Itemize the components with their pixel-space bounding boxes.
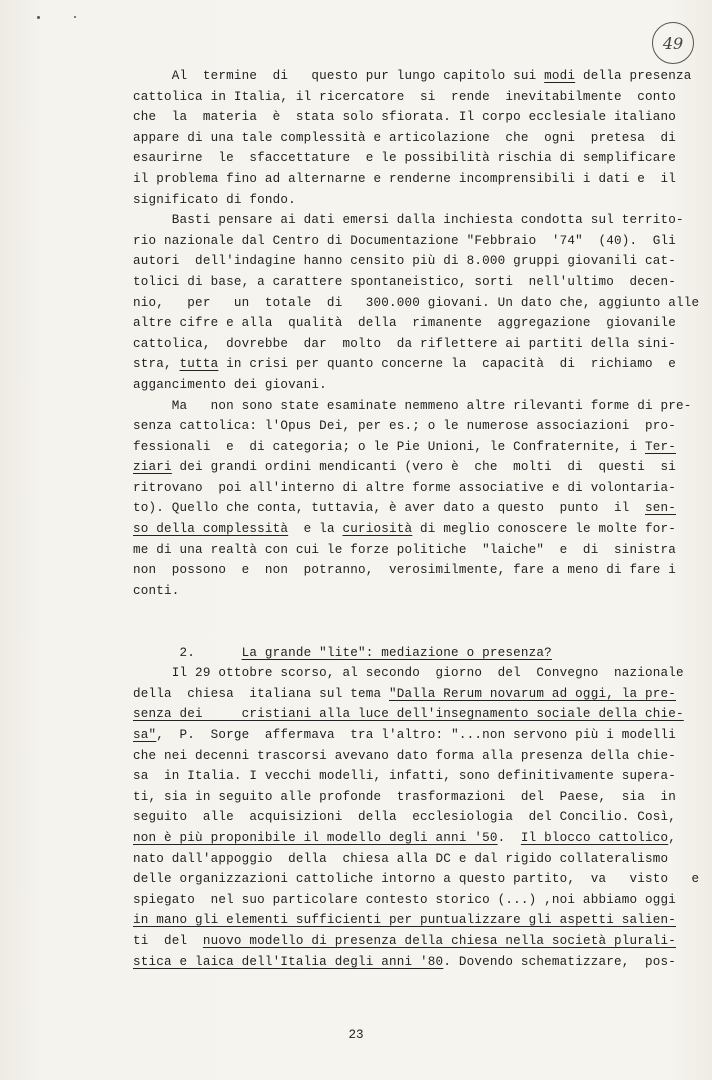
text-line: ritrovano poi all'interno di altre forme associative e di volontaria- [133, 480, 677, 495]
text-line: ti, sia in seguito alle profonde trasformazioni del Paese, sia in [133, 789, 677, 804]
text-line: che la materia è stata solo sfiorata. Il corpo ecclesiale italiano [133, 110, 677, 125]
text-line: stica e laica dell'Italia degli anni '80. Dovendo schematizzare, pos- [133, 954, 677, 969]
text-line: non è più proponibile il modello degli anni '50. Il blocco cattolico, [133, 830, 677, 845]
text-line: nato dall'appoggio della chiesa alla DC e dal rigido collateralismo [133, 851, 669, 866]
text-line: esaurirne le sfaccettature e le possibilità rischia di semplificare [133, 151, 677, 166]
text-line: in mano gli elementi sufficienti per puntualizzare gli aspetti salien- [133, 913, 677, 928]
paragraph-1 [133, 66, 692, 210]
text-line: Il 29 ottobre scorso, al secondo giorno del Convegno nazionale [133, 666, 684, 681]
text-line: della chiesa italiana sul tema "Dalla Rerum novarum ad oggi, la pre- [133, 686, 677, 701]
text-line: sa", P. Sorge affermava tra l'altro: "...non servono più i modelli [133, 728, 677, 742]
text-line: ti del nuovo modello di presenza della chiesa nella società plurali- [133, 933, 677, 948]
text-line: cattolica in Italia, il ricercatore si rende inevitabilmente conto [133, 89, 677, 104]
text-line: tolici di base, a carattere spontaneistico, sorti nell'ultimo decen- [133, 274, 677, 289]
scan-speck [74, 16, 76, 18]
text-line: me di una realtà con cui le forze politiche "laiche" e di sinistra [133, 542, 677, 557]
paragraph-4 [133, 663, 700, 972]
text-line: aggancimento dei giovani. [133, 377, 327, 392]
text-line: nio, per un totale di 300.000 giovani. Un dato che, aggiunto alle [133, 295, 700, 310]
text-line: rio nazionale dal Centro di Documentazione "Febbraio '74" (40). Gli [133, 233, 677, 248]
text-line: senza cattolica: l'Opus Dei, per es.; o le numerose associazioni pro- [133, 419, 677, 434]
text-line: so della complessità e la curiosità di meglio conoscere le molte for- [133, 522, 677, 537]
text-line: non possono e non potranno, verosimilmente, fare a meno di fare i [133, 563, 677, 578]
text-line: delle organizzazioni cattoliche intorno a questo partito, va visto e [133, 872, 700, 887]
text-line: spiegato nel suo particolare contesto storico (...) ,noi abbiamo oggi [133, 892, 677, 907]
text-line: che nei decenni trascorsi avevano dato forma alla presenza della chie- [133, 748, 677, 763]
text-line: stra, tutta in crisi per quanto concerne la capacità di richiamo e [133, 357, 677, 372]
paragraph-2 [133, 210, 700, 395]
text-line: senza dei cristiani alla luce dell'insegnamento sociale della chie- [133, 707, 684, 722]
text-line: significato di fondo. [133, 192, 296, 207]
page-number: 23 [348, 1028, 364, 1042]
text-line: seguito alle acquisizioni della ecclesiologia del Concilio. Così, [133, 810, 677, 825]
text-line: fessionali e di categoria; o le Pie Unioni, le Confraternite, i Ter- [133, 439, 677, 454]
text-line: Basti pensare ai dati emersi dalla inchiesta condotta sul territo- [133, 213, 684, 228]
paragraph-3 [133, 396, 692, 602]
text-line: conti. [133, 583, 180, 598]
text-line: Al termine di questo pur lungo capitolo sui modi della presenza [133, 69, 692, 83]
text-line: ziari dei grandi ordini mendicanti (vero è che molti di questi si [133, 460, 677, 475]
body-text [133, 66, 700, 972]
text-line: cattolica, dovrebbe dar molto da riflettere ai partiti della sini- [133, 336, 677, 351]
text-line: autori dell'indagine hanno censito più di 8.000 gruppi giovanili cat- [133, 254, 677, 269]
section-title: La grande "lite": mediazione o presenza? [241, 645, 552, 660]
text-line: to). Quello che conta, tuttavia, è aver dato a questo punto il sen- [133, 501, 677, 516]
text-line: altre cifre e alla qualità della rimanente aggregazione giovanile [133, 316, 677, 331]
text-line: appare di una tale complessità e articolazione che ogni pretesa di [133, 130, 677, 145]
text-line: il problema fino ad alternarne e renderne incomprensibili i dati e il [133, 171, 677, 186]
text-line: sa in Italia. I vecchi modelli, infatti, sono definitivamente supera- [133, 769, 677, 784]
scan-speck [37, 16, 40, 19]
section-number: 2. [179, 645, 196, 660]
text-line: Ma non sono state esaminate nemmeno altre rilevanti forme di pre- [133, 398, 692, 413]
section-heading [133, 622, 615, 660]
handwritten-folio-number: 49 [652, 22, 694, 64]
